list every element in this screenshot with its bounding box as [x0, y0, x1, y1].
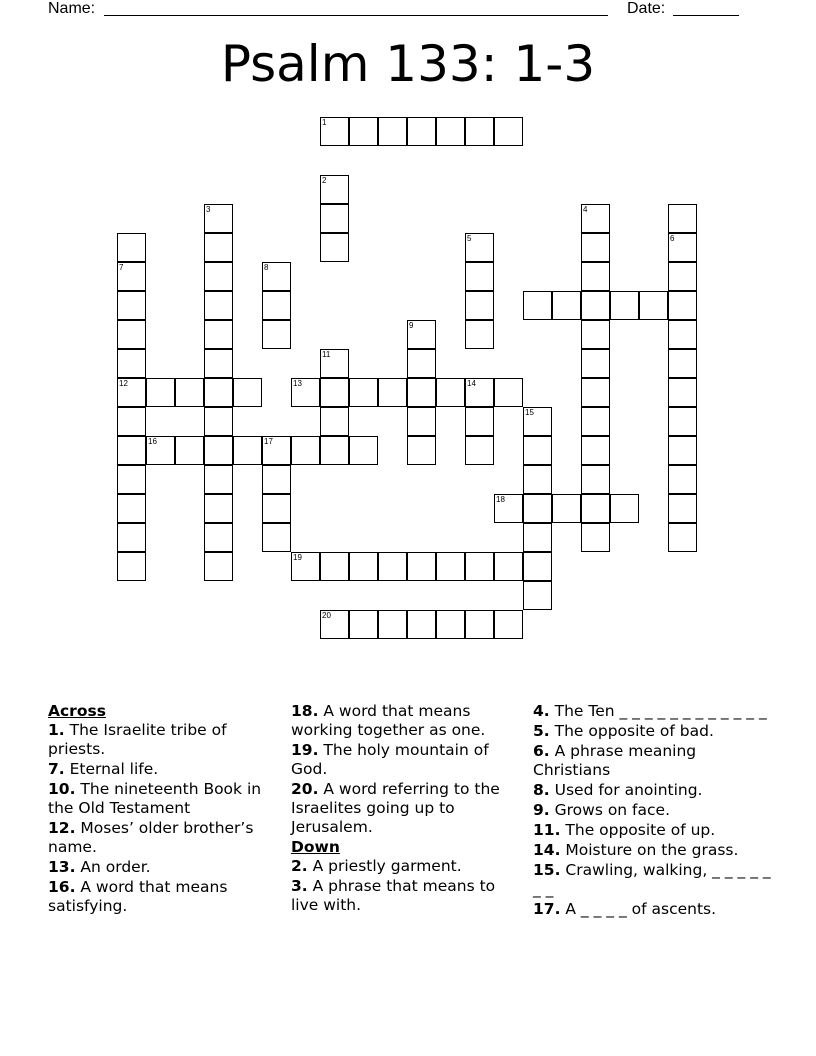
grid-cell[interactable] [407, 552, 436, 581]
clue-item [533, 781, 773, 800]
grid-cell[interactable] [668, 320, 697, 349]
grid-cell[interactable] [436, 117, 465, 146]
grid-cell[interactable] [320, 349, 349, 378]
grid-cell[interactable] [262, 523, 291, 552]
clue-item-text: An order. [75, 858, 151, 876]
clue-number: 18 [496, 495, 505, 504]
clue-item [291, 780, 523, 837]
grid-cell[interactable] [581, 407, 610, 436]
grid-cell[interactable] [436, 610, 465, 639]
grid-cell[interactable] [407, 407, 436, 436]
grid-cell[interactable] [668, 436, 697, 465]
clue-number: 12 [119, 379, 128, 388]
grid-cell[interactable] [204, 320, 233, 349]
grid-cell[interactable] [465, 610, 494, 639]
grid-cell[interactable] [262, 465, 291, 494]
clue-item [48, 780, 280, 818]
grid-cell[interactable] [465, 262, 494, 291]
clue-item-text: The opposite of bad. [549, 722, 714, 740]
grid-cell[interactable] [291, 378, 320, 407]
clue-item-number: 1. [48, 721, 65, 739]
grid-cell[interactable] [204, 349, 233, 378]
grid-cell[interactable] [523, 523, 552, 552]
clue-number: 3 [206, 205, 211, 214]
clue-item-text: The opposite of up. [560, 821, 716, 839]
clue-item-number: 16. [48, 878, 76, 896]
grid-cell[interactable] [668, 262, 697, 291]
grid-cell[interactable] [523, 465, 552, 494]
clue-item-text: The holy mountain of God. [291, 741, 489, 778]
grid-cell[interactable] [262, 262, 291, 291]
grid-cell[interactable] [523, 291, 552, 320]
grid-cell[interactable] [117, 436, 146, 465]
clue-item-text: Moses’ older brother’s name. [48, 819, 254, 856]
grid-cell[interactable] [320, 407, 349, 436]
grid-cell[interactable] [349, 552, 378, 581]
grid-cell[interactable] [349, 610, 378, 639]
clue-item [533, 821, 773, 840]
grid-cell[interactable] [668, 465, 697, 494]
grid-cell[interactable] [407, 610, 436, 639]
grid-cell[interactable] [668, 523, 697, 552]
grid-cell[interactable] [465, 436, 494, 465]
grid-cell[interactable] [262, 436, 291, 465]
grid-cell[interactable] [349, 378, 378, 407]
grid-cell[interactable] [581, 465, 610, 494]
grid-cell[interactable] [204, 436, 233, 465]
clue-item-number: 18. [291, 702, 319, 720]
date-label: Date: [627, 0, 666, 17]
grid-cell[interactable] [117, 523, 146, 552]
grid-cell[interactable] [175, 378, 204, 407]
clue-item-number: 12. [48, 819, 76, 837]
grid-cell[interactable] [668, 291, 697, 320]
grid-cell[interactable] [117, 494, 146, 523]
grid-cell[interactable] [320, 378, 349, 407]
grid-cell[interactable] [204, 407, 233, 436]
grid-cell[interactable] [668, 494, 697, 523]
grid-cell[interactable] [146, 436, 175, 465]
clue-column-1 [48, 702, 280, 917]
grid-cell[interactable] [233, 378, 262, 407]
clue-item-number: 2. [291, 857, 308, 875]
grid-cell[interactable] [494, 378, 523, 407]
grid-cell[interactable] [407, 378, 436, 407]
grid-cell[interactable] [465, 378, 494, 407]
grid-cell[interactable] [262, 320, 291, 349]
clue-number: 14 [467, 379, 476, 388]
grid-cell[interactable] [523, 407, 552, 436]
clue-number: 4 [583, 205, 588, 214]
down-clue-list [291, 857, 523, 915]
grid-cell[interactable] [117, 291, 146, 320]
grid-cell[interactable] [204, 262, 233, 291]
grid-cell[interactable] [262, 494, 291, 523]
clue-item [48, 760, 280, 779]
grid-cell[interactable] [320, 610, 349, 639]
grid-cell[interactable] [610, 494, 639, 523]
clue-item-text: Used for anointing. [549, 781, 703, 799]
clue-item-number: 9. [533, 801, 550, 819]
clue-item-number: 10. [48, 780, 76, 798]
clue-item-number: 3. [291, 877, 308, 895]
grid-cell[interactable] [668, 407, 697, 436]
clue-item-number: 13. [48, 858, 76, 876]
grid-cell[interactable] [320, 117, 349, 146]
clue-item-number: 17. [533, 900, 561, 918]
grid-cell[interactable] [581, 436, 610, 465]
clue-number: 13 [293, 379, 302, 388]
grid-cell[interactable] [204, 494, 233, 523]
grid-cell[interactable] [465, 407, 494, 436]
grid-cell[interactable] [204, 552, 233, 581]
clue-item-number: 11. [533, 821, 561, 839]
grid-cell[interactable] [117, 378, 146, 407]
clue-item-text: Crawling, walking, _ _ _ _ _ _ _ [533, 861, 771, 898]
grid-cell[interactable] [320, 233, 349, 262]
clue-item-text: A priestly garment. [307, 857, 462, 875]
across-header: Across [48, 702, 106, 720]
grid-cell[interactable] [581, 320, 610, 349]
clue-item-text: A _ _ _ _ of ascents. [560, 900, 717, 918]
grid-cell[interactable] [378, 117, 407, 146]
grid-cell[interactable] [581, 378, 610, 407]
clue-item [533, 742, 773, 780]
clue-item-text: A word referring to the Israelites going up to Jerusalem. [291, 780, 500, 836]
clue-item-number: 4. [533, 702, 550, 720]
across-clue-list-continued [291, 702, 523, 837]
clue-number: 19 [293, 553, 302, 562]
grid-cell[interactable] [117, 407, 146, 436]
grid-cell[interactable] [407, 436, 436, 465]
clue-item [48, 858, 280, 877]
clue-number: 11 [322, 350, 331, 359]
grid-cell[interactable] [117, 262, 146, 291]
clue-number: 20 [322, 611, 331, 620]
grid-cell[interactable] [465, 117, 494, 146]
grid-cell[interactable] [668, 349, 697, 378]
clue-item [48, 721, 280, 759]
grid-cell[interactable] [581, 494, 610, 523]
clue-item [291, 877, 523, 915]
clue-number: 7 [119, 263, 124, 272]
grid-cell[interactable] [494, 117, 523, 146]
grid-cell[interactable] [320, 436, 349, 465]
clue-item [533, 861, 773, 899]
name-blank-line[interactable] [104, 15, 608, 16]
grid-cell[interactable] [117, 320, 146, 349]
grid-cell[interactable] [349, 436, 378, 465]
clue-item-number: 20. [291, 780, 319, 798]
clue-number: 17 [264, 437, 273, 446]
date-blank-line[interactable] [673, 15, 739, 16]
grid-cell[interactable] [117, 233, 146, 262]
clue-item-text: A phrase meaning Christians [533, 742, 697, 779]
clue-number: 9 [409, 321, 414, 330]
clue-item [533, 801, 773, 820]
grid-cell[interactable] [465, 233, 494, 262]
clue-column-3 [533, 702, 773, 920]
grid-cell[interactable] [117, 349, 146, 378]
clue-number: 8 [264, 263, 269, 272]
clue-item-text: A word that means working together as one. [291, 702, 486, 739]
clue-item [533, 722, 773, 741]
grid-cell[interactable] [204, 204, 233, 233]
grid-cell[interactable] [378, 610, 407, 639]
grid-cell[interactable] [668, 233, 697, 262]
grid-cell[interactable] [523, 436, 552, 465]
grid-cell[interactable] [465, 320, 494, 349]
clue-item [48, 878, 280, 916]
grid-cell[interactable] [407, 320, 436, 349]
header-line [48, 0, 748, 20]
clue-number: 6 [670, 234, 675, 243]
clue-number: 5 [467, 234, 472, 243]
grid-cell[interactable] [581, 523, 610, 552]
grid-cell[interactable] [552, 291, 581, 320]
clue-number: 15 [525, 408, 534, 417]
grid-cell[interactable] [494, 494, 523, 523]
grid-cell[interactable] [204, 233, 233, 262]
grid-cell[interactable] [668, 204, 697, 233]
grid-cell[interactable] [494, 552, 523, 581]
grid-cell[interactable] [204, 523, 233, 552]
grid-cell[interactable] [581, 233, 610, 262]
grid-cell[interactable] [581, 262, 610, 291]
grid-cell[interactable] [552, 494, 581, 523]
clue-number: 2 [322, 176, 327, 185]
grid-cell[interactable] [117, 465, 146, 494]
grid-cell[interactable] [610, 291, 639, 320]
grid-cell[interactable] [465, 552, 494, 581]
grid-cell[interactable] [117, 552, 146, 581]
clue-item-text: A phrase that means to live with. [291, 877, 496, 914]
grid-cell[interactable] [262, 291, 291, 320]
grid-cell[interactable] [204, 378, 233, 407]
grid-cell[interactable] [349, 117, 378, 146]
clue-item [291, 702, 523, 740]
grid-cell[interactable] [494, 610, 523, 639]
across-clue-list [48, 721, 280, 916]
clue-item-text: The Israelite tribe of priests. [48, 721, 227, 758]
grid-cell[interactable] [233, 436, 262, 465]
clue-item-number: 19. [291, 741, 319, 759]
grid-cell[interactable] [581, 349, 610, 378]
grid-cell[interactable] [465, 291, 494, 320]
clue-number: 1 [322, 118, 327, 127]
clue-item [533, 702, 773, 721]
clue-item-text: Moisture on the grass. [560, 841, 739, 859]
grid-cell[interactable] [581, 204, 610, 233]
clue-column-2 [291, 702, 523, 916]
grid-cell[interactable] [581, 291, 610, 320]
clue-item [533, 841, 773, 860]
clue-item-number: 15. [533, 861, 561, 879]
name-label: Name: [48, 0, 96, 17]
grid-cell[interactable] [407, 349, 436, 378]
clue-item [291, 857, 523, 876]
grid-cell[interactable] [320, 175, 349, 204]
clue-item-number: 14. [533, 841, 561, 859]
grid-cell[interactable] [668, 378, 697, 407]
clue-item-text: The Ten _ _ _ _ _ _ _ _ _ _ _ _ [549, 702, 767, 720]
clue-item-number: 7. [48, 760, 65, 778]
grid-cell[interactable] [291, 436, 320, 465]
clue-item-text: The nineteenth Book in the Old Testament [48, 780, 262, 817]
clue-item-text: Eternal life. [64, 760, 159, 778]
clue-item-number: 8. [533, 781, 550, 799]
clue-item [533, 900, 773, 919]
clue-item [291, 741, 523, 779]
clue-item-number: 6. [533, 742, 550, 760]
grid-cell[interactable] [291, 552, 320, 581]
grid-cell[interactable] [436, 552, 465, 581]
clue-item-text: Grows on face. [549, 801, 670, 819]
grid-cell[interactable] [146, 378, 175, 407]
grid-cell[interactable] [320, 552, 349, 581]
grid-cell[interactable] [378, 378, 407, 407]
down-clue-list-continued [533, 702, 773, 919]
grid-cell[interactable] [320, 204, 349, 233]
grid-cell[interactable] [523, 581, 552, 610]
grid-cell[interactable] [639, 291, 668, 320]
grid-cell[interactable] [523, 494, 552, 523]
page-title: Psalm 133: 1-3 [220, 35, 596, 93]
down-header: Down [291, 838, 340, 856]
grid-cell[interactable] [204, 291, 233, 320]
grid-cell[interactable] [523, 552, 552, 581]
clue-item [48, 819, 280, 857]
grid-cell[interactable] [407, 117, 436, 146]
clue-item-text: A word that means satisfying. [48, 878, 228, 915]
clue-number: 16 [148, 437, 157, 446]
grid-cell[interactable] [204, 465, 233, 494]
clue-item-number: 5. [533, 722, 550, 740]
grid-cell[interactable] [436, 378, 465, 407]
grid-cell[interactable] [175, 436, 204, 465]
grid-cell[interactable] [378, 552, 407, 581]
